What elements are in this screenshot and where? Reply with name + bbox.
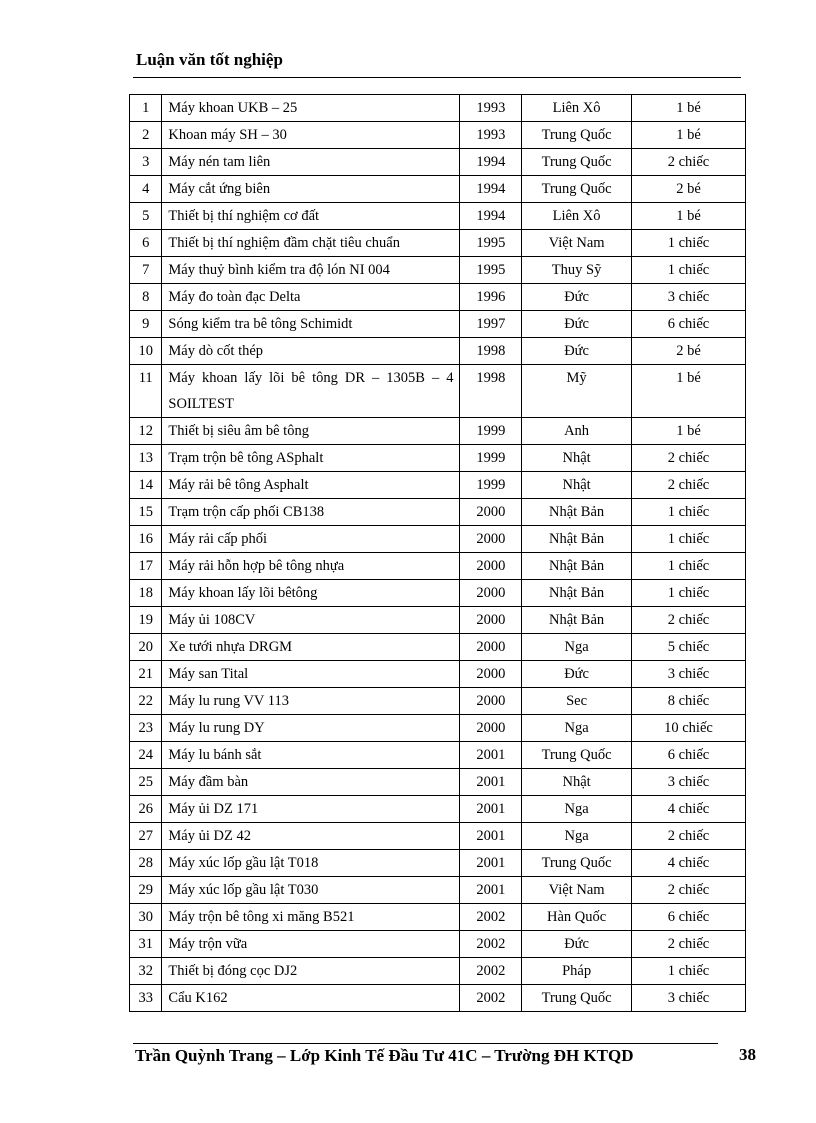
quantity-cell: 1 bé: [631, 203, 745, 230]
equipment-name-cell: Máy rải cấp phối: [162, 526, 460, 553]
year-cell: 1996: [460, 284, 522, 311]
quantity-cell: 6 chiếc: [631, 311, 745, 338]
country-cell: Đức: [522, 338, 632, 365]
equipment-name-cell: Khoan máy SH – 30: [162, 122, 460, 149]
row-number-cell: 17: [130, 553, 162, 580]
table-row: [130, 877, 746, 904]
country-cell: Pháp: [522, 958, 632, 985]
year-cell: 1995: [460, 230, 522, 257]
row-number-cell: 21: [130, 661, 162, 688]
country-cell: Nhật Bản: [522, 526, 632, 553]
row-number-cell: 26: [130, 796, 162, 823]
year-cell: 2000: [460, 634, 522, 661]
country-cell: Nga: [522, 796, 632, 823]
equipment-name-cell: Trạm trộn cấp phối CB138: [162, 499, 460, 526]
quantity-cell: 1 chiếc: [631, 553, 745, 580]
country-cell: Đức: [522, 661, 632, 688]
table-row: [130, 203, 746, 230]
year-cell: 2002: [460, 958, 522, 985]
row-number-cell: 20: [130, 634, 162, 661]
row-number-cell: 33: [130, 985, 162, 1012]
country-cell: Trung Quốc: [522, 985, 632, 1012]
row-number-cell: 8: [130, 284, 162, 311]
country-cell: Mỹ: [522, 365, 632, 418]
equipment-name-cell: Máy lu bánh sắt: [162, 742, 460, 769]
row-number-cell: 32: [130, 958, 162, 985]
quantity-cell: 1 chiếc: [631, 526, 745, 553]
year-cell: 1998: [460, 365, 522, 418]
country-cell: Nga: [522, 634, 632, 661]
row-number-cell: 7: [130, 257, 162, 284]
country-cell: Nga: [522, 715, 632, 742]
year-cell: 2000: [460, 607, 522, 634]
country-cell: Việt Nam: [522, 877, 632, 904]
equipment-name-cell: Trạm trộn bê tông ASphalt: [162, 445, 460, 472]
table-row: [130, 499, 746, 526]
table-row: [130, 526, 746, 553]
quantity-cell: 2 chiếc: [631, 445, 745, 472]
equipment-name-cell: Máy xúc lốp gầu lật T018: [162, 850, 460, 877]
year-cell: 1995: [460, 257, 522, 284]
table-row: [130, 850, 746, 877]
equipment-name-cell: Máy trộn bê tông xi măng B521: [162, 904, 460, 931]
country-cell: Anh: [522, 418, 632, 445]
quantity-cell: 1 bé: [631, 122, 745, 149]
table-row: [130, 311, 746, 338]
row-number-cell: 16: [130, 526, 162, 553]
quantity-cell: 4 chiếc: [631, 850, 745, 877]
page-number: 38: [739, 1045, 756, 1064]
equipment-name-cell: Máy rải bê tông Asphalt: [162, 472, 460, 499]
table-row: [130, 742, 746, 769]
table-row: [130, 796, 746, 823]
equipment-name-cell: Máy dò cốt thép: [162, 338, 460, 365]
country-cell: Nhật Bản: [522, 607, 632, 634]
country-cell: Đức: [522, 311, 632, 338]
table-row: [130, 823, 746, 850]
year-cell: 2000: [460, 715, 522, 742]
year-cell: 1993: [460, 122, 522, 149]
table-row: [130, 176, 746, 203]
table-row: [130, 607, 746, 634]
table-row: [130, 553, 746, 580]
table-row: [130, 365, 746, 418]
row-number-cell: 5: [130, 203, 162, 230]
quantity-cell: 6 chiếc: [631, 904, 745, 931]
quantity-cell: 2 bé: [631, 338, 745, 365]
quantity-cell: 2 chiếc: [631, 931, 745, 958]
quantity-cell: 3 chiếc: [631, 985, 745, 1012]
year-cell: 1998: [460, 338, 522, 365]
table-row: [130, 985, 746, 1012]
row-number-cell: 31: [130, 931, 162, 958]
row-number-cell: 4: [130, 176, 162, 203]
equipment-name-cell: Máy ủi DZ 42: [162, 823, 460, 850]
quantity-cell: 1 bé: [631, 365, 745, 418]
table-row: [130, 418, 746, 445]
table-row: [130, 472, 746, 499]
equipment-name-cell: Máy lu rung DY: [162, 715, 460, 742]
equipment-name-cell: Máy đo toàn đạc Delta: [162, 284, 460, 311]
table-row: [130, 931, 746, 958]
country-cell: Nga: [522, 823, 632, 850]
year-cell: 2001: [460, 877, 522, 904]
equipment-name-cell: Thiết bị siêu âm bê tông: [162, 418, 460, 445]
table-row: [130, 958, 746, 985]
equipment-name-cell: Máy khoan UKB – 25: [162, 95, 460, 122]
quantity-cell: 8 chiếc: [631, 688, 745, 715]
table-row: [130, 230, 746, 257]
row-number-cell: 27: [130, 823, 162, 850]
country-cell: Nhật Bản: [522, 553, 632, 580]
row-number-cell: 29: [130, 877, 162, 904]
row-number-cell: 12: [130, 418, 162, 445]
quantity-cell: 1 bé: [631, 418, 745, 445]
equipment-table-body: [130, 95, 746, 1012]
table-row: [130, 688, 746, 715]
country-cell: Nhật Bản: [522, 499, 632, 526]
quantity-cell: 4 chiếc: [631, 796, 745, 823]
year-cell: 1999: [460, 445, 522, 472]
quantity-cell: 3 chiếc: [631, 284, 745, 311]
year-cell: 2001: [460, 796, 522, 823]
year-cell: 2001: [460, 769, 522, 796]
year-cell: 2000: [460, 580, 522, 607]
quantity-cell: 2 chiếc: [631, 149, 745, 176]
year-cell: 2000: [460, 661, 522, 688]
country-cell: Nhật: [522, 769, 632, 796]
row-number-cell: 10: [130, 338, 162, 365]
table-row: [130, 149, 746, 176]
table-row: [130, 95, 746, 122]
quantity-cell: 2 bé: [631, 176, 745, 203]
quantity-cell: 5 chiếc: [631, 634, 745, 661]
row-number-cell: 25: [130, 769, 162, 796]
year-cell: 1994: [460, 176, 522, 203]
equipment-name-cell: Xe tưới nhựa DRGM: [162, 634, 460, 661]
equipment-name-cell: Máy nén tam liên: [162, 149, 460, 176]
footer-divider: [133, 1043, 718, 1044]
equipment-name-cell: Máy khoan lấy lõi bê tông DR – 1305B – 4 SOILTEST: [162, 365, 460, 418]
table-row: [130, 634, 746, 661]
equipment-name-cell: Máy san Tital: [162, 661, 460, 688]
year-cell: 1997: [460, 311, 522, 338]
year-cell: 2001: [460, 742, 522, 769]
equipment-name-cell: Máy rải hỗn hợp bê tông nhựa: [162, 553, 460, 580]
header-divider: [133, 77, 741, 78]
equipment-name-cell: Máy lu rung VV 113: [162, 688, 460, 715]
country-cell: Sec: [522, 688, 632, 715]
table-row: [130, 122, 746, 149]
country-cell: Liên Xô: [522, 203, 632, 230]
year-cell: 2001: [460, 850, 522, 877]
quantity-cell: 1 bé: [631, 95, 745, 122]
row-number-cell: 14: [130, 472, 162, 499]
row-number-cell: 24: [130, 742, 162, 769]
quantity-cell: 2 chiếc: [631, 472, 745, 499]
quantity-cell: 2 chiếc: [631, 877, 745, 904]
footer-author-line: Trần Quỳnh Trang – Lớp Kinh Tế Đầu Tư 41C – Trường ĐH KTQD: [135, 1046, 634, 1065]
country-cell: Trung Quốc: [522, 850, 632, 877]
country-cell: Trung Quốc: [522, 149, 632, 176]
country-cell: Việt Nam: [522, 230, 632, 257]
year-cell: 2000: [460, 688, 522, 715]
country-cell: Trung Quốc: [522, 122, 632, 149]
equipment-name-cell: Cẩu K162: [162, 985, 460, 1012]
year-cell: 1999: [460, 472, 522, 499]
country-cell: Liên Xô: [522, 95, 632, 122]
year-cell: 2002: [460, 931, 522, 958]
row-number-cell: 2: [130, 122, 162, 149]
quantity-cell: 3 chiếc: [631, 769, 745, 796]
table-row: [130, 904, 746, 931]
row-number-cell: 1: [130, 95, 162, 122]
table-row: [130, 338, 746, 365]
equipment-name-cell: Thiết bị thí nghiệm đầm chặt tiêu chuẩn: [162, 230, 460, 257]
country-cell: Trung Quốc: [522, 742, 632, 769]
equipment-name-cell: Máy cắt ứng biên: [162, 176, 460, 203]
country-cell: Đức: [522, 931, 632, 958]
equipment-name-cell: Máy ủi 108CV: [162, 607, 460, 634]
row-number-cell: 9: [130, 311, 162, 338]
country-cell: Thuy Sỹ: [522, 257, 632, 284]
equipment-name-cell: Thiết bị thí nghiệm cơ đất: [162, 203, 460, 230]
country-cell: Hàn Quốc: [522, 904, 632, 931]
country-cell: Nhật: [522, 472, 632, 499]
row-number-cell: 11: [130, 365, 162, 418]
equipment-name-cell: Máy xúc lốp gầu lật T030: [162, 877, 460, 904]
year-cell: 1999: [460, 418, 522, 445]
equipment-name-cell: Máy đầm bàn: [162, 769, 460, 796]
year-cell: 1993: [460, 95, 522, 122]
year-cell: 2000: [460, 553, 522, 580]
equipment-table: [129, 94, 746, 1012]
row-number-cell: 22: [130, 688, 162, 715]
year-cell: 1994: [460, 203, 522, 230]
table-row: [130, 715, 746, 742]
year-cell: 2000: [460, 526, 522, 553]
country-cell: Nhật Bản: [522, 580, 632, 607]
row-number-cell: 3: [130, 149, 162, 176]
quantity-cell: 2 chiếc: [631, 607, 745, 634]
table-row: [130, 769, 746, 796]
quantity-cell: 1 chiếc: [631, 580, 745, 607]
row-number-cell: 15: [130, 499, 162, 526]
row-number-cell: 6: [130, 230, 162, 257]
year-cell: 2001: [460, 823, 522, 850]
table-row: [130, 257, 746, 284]
equipment-name-cell: Máy trộn vữa: [162, 931, 460, 958]
row-number-cell: 18: [130, 580, 162, 607]
quantity-cell: 1 chiếc: [631, 499, 745, 526]
country-cell: Nhật: [522, 445, 632, 472]
page-header-title: Luận văn tốt nghiệp: [136, 50, 283, 69]
table-row: [130, 445, 746, 472]
equipment-name-cell: Máy thuỷ bình kiểm tra độ lón NI 004: [162, 257, 460, 284]
table-row: [130, 580, 746, 607]
row-number-cell: 23: [130, 715, 162, 742]
quantity-cell: 6 chiếc: [631, 742, 745, 769]
table-row: [130, 284, 746, 311]
quantity-cell: 10 chiếc: [631, 715, 745, 742]
row-number-cell: 19: [130, 607, 162, 634]
quantity-cell: 1 chiếc: [631, 958, 745, 985]
row-number-cell: 13: [130, 445, 162, 472]
quantity-cell: 3 chiếc: [631, 661, 745, 688]
country-cell: Trung Quốc: [522, 176, 632, 203]
table-row: [130, 661, 746, 688]
country-cell: Đức: [522, 284, 632, 311]
equipment-name-cell: Máy ủi DZ 171: [162, 796, 460, 823]
quantity-cell: 1 chiếc: [631, 257, 745, 284]
equipment-name-cell: Sóng kiểm tra bê tông Schimidt: [162, 311, 460, 338]
quantity-cell: 2 chiếc: [631, 823, 745, 850]
equipment-name-cell: Thiết bị đóng cọc DJ2: [162, 958, 460, 985]
equipment-name-cell: Máy khoan lấy lõi bêtông: [162, 580, 460, 607]
year-cell: 2002: [460, 904, 522, 931]
year-cell: 2002: [460, 985, 522, 1012]
row-number-cell: 30: [130, 904, 162, 931]
year-cell: 1994: [460, 149, 522, 176]
year-cell: 2000: [460, 499, 522, 526]
row-number-cell: 28: [130, 850, 162, 877]
quantity-cell: 1 chiếc: [631, 230, 745, 257]
